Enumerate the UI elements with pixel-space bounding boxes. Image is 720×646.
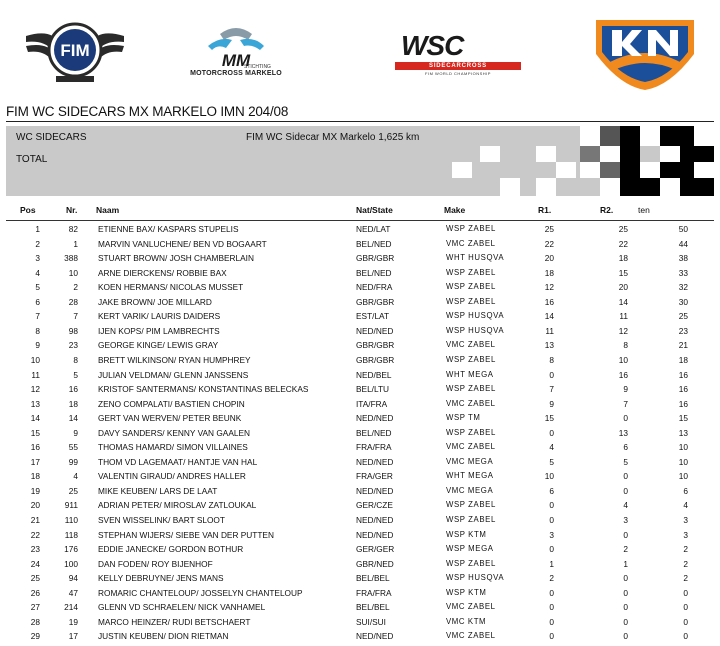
cell-r2: 0 (623, 529, 628, 540)
table-row (0, 397, 720, 412)
cell-r2: 8 (623, 340, 628, 351)
cell-make: WSP HUSQVA (446, 311, 505, 321)
cell-nr: 98 (68, 325, 78, 336)
cell-pos: 25 (30, 573, 40, 584)
cell-nat: NED/FRA (356, 282, 393, 293)
cell-nat: GBR/GBR (356, 253, 395, 264)
kn-logo (590, 14, 700, 92)
cell-pos: 18 (30, 471, 40, 482)
cell-nat: NED/BEL (356, 369, 392, 380)
header-name: Naam (96, 205, 120, 215)
cell-make: WHT HUSQVA (446, 253, 505, 263)
cell-nat: ITA/FRA (356, 398, 388, 409)
cell-tot: 3 (683, 515, 688, 525)
wsc-logo (395, 30, 525, 76)
cell-nr: 100 (64, 558, 78, 569)
cell-nr: 9 (73, 427, 78, 438)
wsc-logo-subtext: FIM WORLD CHAMPIONSHIP (425, 71, 491, 76)
cell-name: JUSTIN KEUBEN/ DION RIETMAN (98, 631, 229, 642)
cell-r2: 10 (618, 354, 628, 365)
cell-name: ROMARIC CHANTELOUP/ JOSSELYN CHANTELOUP (98, 587, 303, 598)
cell-pos: 11 (31, 369, 40, 380)
cell-nr: 1 (73, 238, 78, 249)
cell-r1: 4 (549, 442, 554, 453)
cell-name: EDDIE JANECKE/ GORDON BOTHUR (98, 544, 244, 555)
cell-make: VMC KTM (446, 616, 487, 626)
results-table-header (0, 205, 720, 219)
cell-name: STEPHAN WIJERS/ SIEBE VAN DER PUTTEN (98, 529, 274, 540)
cell-tot: 21 (678, 340, 688, 351)
cell-make: WSP ZABEL (446, 296, 496, 306)
cell-make: WSP ZABEL (446, 267, 496, 277)
classification-header-band (6, 126, 714, 196)
cell-tot: 18 (678, 354, 688, 365)
cell-r1: 0 (549, 602, 554, 613)
cell-pos: 9 (35, 340, 40, 351)
cell-name: MARVIN VANLUCHENE/ BEN VD BOGAART (98, 238, 267, 249)
cell-nat: GBR/GBR (356, 340, 395, 351)
cell-r1: 3 (549, 529, 554, 540)
race-class-label: WC SIDECARS (16, 132, 87, 143)
cell-r2: 0 (623, 616, 628, 627)
table-row (0, 571, 720, 586)
table-row (0, 469, 720, 484)
cell-pos: 15 (30, 427, 40, 438)
cell-pos: 8 (35, 325, 40, 336)
cell-tot: 10 (678, 442, 688, 453)
logo-strip (0, 0, 720, 100)
cell-name: VALENTIN GIRAUD/ ANDRES HALLER (98, 471, 246, 482)
cell-nr: 47 (68, 587, 78, 598)
cell-nat: GER/CZE (356, 500, 393, 511)
header-r1: R1. (538, 205, 552, 215)
header-make: Make (444, 205, 466, 215)
cell-nat: BEL/NED (356, 427, 392, 438)
cell-r2: 0 (623, 587, 628, 598)
cell-tot: 4 (683, 500, 688, 511)
cell-tot: 50 (678, 224, 688, 234)
cell-nat: GER/GER (356, 544, 395, 555)
cell-make: WSP ZABEL (446, 354, 496, 364)
cell-tot: 32 (678, 282, 688, 293)
cell-tot: 0 (683, 587, 688, 598)
table-row (0, 382, 720, 397)
cell-name: GLENN VD SCHRAELEN/ NICK VANHAMEL (98, 602, 266, 613)
cell-nat: NED/NED (356, 413, 394, 424)
cell-nr: 4 (73, 471, 78, 482)
cell-pos: 4 (35, 267, 40, 278)
table-row (0, 368, 720, 383)
cell-tot: 16 (678, 369, 688, 380)
cell-pos: 29 (30, 631, 40, 642)
cell-tot: 16 (678, 398, 688, 409)
wsc-logo-word: WSC (401, 30, 464, 61)
cell-nat: FRA/FRA (356, 587, 392, 598)
cell-name: KERT VARIK/ LAURIS DAIDERS (98, 311, 221, 322)
cell-tot: 2 (683, 573, 688, 584)
cell-r1: 11 (545, 325, 554, 336)
cell-r2: 16 (618, 369, 628, 380)
cell-r1: 0 (549, 616, 554, 627)
cell-nat: BEL/NED (356, 238, 392, 249)
cell-r1: 0 (549, 515, 554, 525)
table-row (0, 411, 720, 426)
table-row (0, 528, 720, 543)
cell-make: VMC ZABEL (446, 238, 496, 248)
cell-make: WSP ZABEL (446, 224, 496, 233)
cell-name: JAKE BROWN/ JOE MILLARD (98, 296, 212, 307)
cell-r2: 0 (623, 573, 628, 584)
cell-nr: 10 (68, 267, 78, 278)
cell-r2: 12 (618, 325, 628, 336)
cell-nat: BEL/NED (356, 267, 392, 278)
cell-r1: 6 (549, 485, 554, 496)
cell-name: GEORGE KINGE/ LEWIS GRAY (98, 340, 219, 351)
cell-nat: NED/NED (356, 529, 394, 540)
table-row (0, 295, 720, 310)
header-divider (6, 220, 714, 221)
cell-nat: GBR/NED (356, 558, 394, 569)
cell-r2: 0 (623, 631, 628, 642)
motocross-markelo-logo (190, 22, 282, 94)
cell-pos: 3 (35, 253, 40, 264)
cell-tot: 6 (683, 485, 688, 496)
cell-pos: 17 (30, 456, 40, 467)
cell-r1: 8 (549, 354, 554, 365)
cell-pos: 21 (30, 515, 40, 525)
event-title: FIM WC SIDECARS MX MARKELO IMN 204/08 (6, 104, 289, 119)
svg-text:MM: MM (221, 51, 251, 70)
cell-r1: 0 (549, 631, 554, 642)
cell-r1: 5 (549, 456, 554, 467)
table-row (0, 586, 720, 601)
cell-tot: 15 (678, 413, 688, 424)
table-row (0, 484, 720, 499)
header-nr: Nr. (66, 205, 78, 215)
table-row (0, 629, 720, 644)
cell-nat: EST/LAT (356, 311, 390, 322)
cell-pos: 13 (30, 398, 40, 409)
cell-make: WHT MEGA (446, 369, 494, 379)
cell-nr: 911 (64, 500, 78, 511)
cell-nat: NED/NED (356, 515, 394, 525)
table-row (0, 266, 720, 281)
cell-r1: 0 (549, 544, 554, 555)
cell-name: KRISTOF SANTERMANS/ KONSTANTINAS BELECKAS (98, 384, 309, 395)
cell-pos: 24 (30, 558, 40, 569)
cell-nat: NED/NED (356, 325, 394, 336)
table-row (0, 513, 720, 528)
cell-r2: 25 (618, 224, 628, 234)
cell-pos: 22 (30, 529, 40, 540)
cell-name: ADRIAN PETER/ MIROSLAV ZATLOUKAL (98, 500, 257, 511)
cell-make: WSP TM (446, 413, 481, 423)
cell-pos: 28 (30, 616, 40, 627)
cell-pos: 2 (35, 238, 40, 249)
cell-name: BRETT WILKINSON/ RYAN HUMPHREY (98, 354, 251, 365)
table-row (0, 324, 720, 339)
cell-r1: 12 (544, 282, 554, 293)
cell-name: KELLY DEBRUYNE/ JENS MANS (98, 573, 224, 584)
cell-r2: 13 (618, 427, 628, 438)
cell-nat: GBR/GBR (356, 296, 395, 307)
cell-make: WSP HUSQVA (446, 573, 505, 583)
cell-nat: FRA/GER (356, 471, 393, 482)
cell-make: WSP ZABEL (446, 384, 496, 394)
cell-r2: 0 (623, 471, 628, 482)
cell-nr: 25 (68, 485, 78, 496)
cell-nr: 8 (73, 354, 78, 365)
cell-pos: 10 (30, 354, 40, 365)
cell-r1: 0 (549, 369, 554, 380)
cell-make: VMC ZABEL (446, 631, 496, 641)
cell-name: THOM VD LAGEMAAT/ HANTJE VAN HAL (98, 456, 258, 467)
cell-tot: 38 (678, 253, 688, 264)
cell-name: GERT VAN WERVEN/ PETER BEUNK (98, 413, 242, 424)
cell-make: WSP ZABEL (446, 558, 496, 568)
cell-r1: 22 (544, 238, 554, 249)
cell-nr: 388 (64, 253, 78, 264)
cell-tot: 0 (683, 616, 688, 627)
cell-pos: 6 (35, 296, 40, 307)
cell-nat: BEL/BEL (356, 573, 390, 584)
cell-tot: 0 (683, 602, 688, 613)
cell-nat: NED/NED (356, 485, 394, 496)
cell-r2: 5 (623, 456, 628, 467)
cell-pos: 1 (35, 224, 40, 234)
mm-logo-small-text: STICHTING (244, 64, 271, 70)
cell-make: WSP MEGA (446, 544, 494, 554)
wsc-logo-bar-text: SIDECARCROSS (429, 63, 487, 69)
cell-pos: 7 (35, 311, 40, 322)
cell-name: MARCO HEINZER/ RUDI BETSCHAERT (98, 616, 251, 627)
cell-r2: 20 (618, 282, 628, 293)
cell-pos: 27 (30, 602, 40, 613)
cell-tot: 13 (678, 427, 688, 438)
cell-r2: 2 (623, 544, 628, 555)
title-divider (6, 121, 714, 122)
cell-nr: 214 (64, 602, 78, 613)
cell-r1: 16 (544, 296, 554, 307)
cell-r1: 20 (544, 253, 554, 264)
cell-tot: 16 (678, 384, 688, 395)
cell-nr: 14 (68, 413, 78, 424)
cell-r2: 15 (618, 267, 628, 278)
cell-make: WSP ZABEL (446, 515, 496, 524)
cell-name: ARNE DIERCKENS/ ROBBIE BAX (98, 267, 227, 278)
cell-make: VMC ZABEL (446, 340, 496, 350)
cell-r2: 22 (618, 238, 628, 249)
cell-pos: 20 (30, 500, 40, 511)
cell-nr: 118 (64, 529, 78, 540)
cell-r1: 15 (544, 413, 554, 424)
cell-pos: 16 (30, 442, 40, 453)
cell-r1: 9 (549, 398, 554, 409)
cell-r1: 10 (544, 471, 554, 482)
cell-make: WSP KTM (446, 587, 487, 597)
cell-tot: 10 (678, 471, 688, 482)
cell-name: IJEN KOPS/ PIM LAMBRECHTS (98, 325, 220, 336)
cell-make: VMC ZABEL (446, 602, 496, 612)
cell-make: WHT MEGA (446, 471, 494, 481)
cell-nr: 28 (68, 296, 78, 307)
cell-make: WSP ZABEL (446, 500, 496, 510)
cell-nr: 16 (68, 384, 78, 395)
cell-r1: 13 (544, 340, 554, 351)
cell-make: VMC MEGA (446, 485, 494, 495)
cell-r1: 18 (544, 267, 554, 278)
table-row (0, 309, 720, 324)
cell-nat: BEL/LTU (356, 384, 390, 395)
cell-make: VMC MEGA (446, 456, 494, 466)
cell-r2: 14 (618, 296, 628, 307)
cell-r1: 0 (549, 587, 554, 598)
cell-r2: 11 (619, 311, 628, 322)
cell-make: WSP ZABEL (446, 427, 496, 437)
cell-nat: SUI/SUI (356, 616, 386, 627)
table-row (0, 615, 720, 630)
table-row (0, 338, 720, 353)
cell-pos: 12 (30, 384, 40, 395)
cell-nat: FRA/FRA (356, 442, 392, 453)
table-row (0, 440, 720, 455)
cell-name: KOEN HERMANS/ NICOLAS MUSSET (98, 282, 244, 293)
cell-name: DAVY SANDERS/ KENNY VAN GAALEN (98, 427, 251, 438)
cell-pos: 5 (35, 282, 40, 293)
table-row (0, 237, 720, 252)
cell-nat: NED/LAT (356, 224, 391, 234)
cell-tot: 0 (683, 631, 688, 642)
cell-pos: 19 (30, 485, 40, 496)
cell-make: VMC ZABEL (446, 442, 496, 452)
cell-r1: 0 (549, 427, 554, 438)
table-row (0, 280, 720, 295)
race-name-label: FIM WC Sidecar MX Markelo 1,625 km (246, 132, 420, 143)
cell-r2: 9 (623, 384, 628, 395)
cell-nr: 94 (68, 573, 78, 584)
cell-pos: 14 (30, 413, 40, 424)
cell-nr: 110 (64, 515, 78, 525)
cell-r1: 7 (549, 384, 554, 395)
cell-nr: 19 (68, 616, 78, 627)
cell-nr: 176 (64, 544, 78, 555)
table-row (0, 557, 720, 572)
cell-tot: 2 (683, 558, 688, 569)
cell-tot: 3 (683, 529, 688, 540)
cell-make: WSP ZABEL (446, 282, 496, 292)
cell-r2: 6 (623, 442, 628, 453)
cell-name: DAN FODEN/ ROY BIJENHOF (98, 558, 213, 569)
cell-nr: 7 (73, 311, 78, 322)
cell-tot: 10 (678, 456, 688, 467)
cell-name: STUART BROWN/ JOSH CHAMBERLAIN (98, 253, 254, 264)
cell-r1: 0 (549, 500, 554, 511)
header-pos: Pos (20, 205, 36, 215)
cell-nr: 23 (68, 340, 78, 351)
cell-nat: NED/NED (356, 631, 394, 642)
cell-make: VMC ZABEL (446, 398, 496, 408)
cell-nat: NED/NED (356, 456, 394, 467)
cell-r1: 2 (549, 573, 554, 584)
cell-make: WSP HUSQVA (446, 325, 505, 335)
cell-tot: 44 (678, 238, 688, 249)
cell-r1: 25 (544, 224, 554, 234)
cell-name: MIKE KEUBEN/ LARS DE LAAT (98, 485, 218, 496)
cell-nr: 5 (73, 369, 78, 380)
table-row (0, 222, 720, 237)
table-row (0, 353, 720, 368)
cell-tot: 2 (683, 544, 688, 555)
header-r2: R2. (600, 205, 614, 215)
cell-nr: 17 (68, 631, 78, 642)
table-row (0, 600, 720, 615)
cell-pos: 26 (30, 587, 40, 598)
cell-name: SVEN WISSELINK/ BART SLOOT (98, 515, 225, 525)
cell-nr: 2 (73, 282, 78, 293)
cell-nat: BEL/BEL (356, 602, 390, 613)
cell-name: ZENO COMPALATI/ BASTIEN CHOPIN (98, 398, 245, 409)
cell-tot: 23 (678, 325, 688, 336)
cell-name: ETIENNE BAX/ KASPARS STUPELIS (98, 224, 239, 234)
table-row (0, 455, 720, 470)
cell-r2: 0 (623, 602, 628, 613)
cell-r2: 7 (623, 398, 628, 409)
cell-nat: GBR/GBR (356, 354, 395, 365)
cell-r2: 0 (623, 413, 628, 424)
cell-name: JULIAN VELDMAN/ GLENN JANSSENS (98, 369, 249, 380)
cell-nr: 18 (68, 398, 78, 409)
header-total: ten (638, 205, 650, 215)
cell-make: WSP KTM (446, 529, 487, 539)
cell-r2: 0 (623, 485, 628, 496)
table-row (0, 426, 720, 441)
total-label: TOTAL (16, 154, 48, 165)
cell-tot: 25 (678, 311, 688, 322)
table-row (0, 251, 720, 266)
cell-r2: 18 (618, 253, 628, 264)
cell-tot: 30 (678, 296, 688, 307)
cell-nr: 82 (68, 224, 78, 234)
cell-pos: 23 (30, 544, 40, 555)
header-nat: Nat/State (356, 205, 393, 215)
mm-logo-text: MOTORCROSS MARKELO (190, 70, 282, 77)
fim-logo-text: FIM (60, 41, 90, 60)
cell-r1: 14 (544, 311, 554, 322)
cell-r2: 4 (623, 500, 628, 511)
fim-logo (22, 14, 128, 90)
cell-nr: 99 (68, 456, 78, 467)
table-row (0, 542, 720, 557)
cell-r2: 3 (623, 515, 628, 525)
cell-r2: 1 (623, 558, 628, 569)
cell-nr: 55 (68, 442, 78, 453)
cell-name: THOMAS HAMARD/ SIMON VILLAINES (98, 442, 248, 453)
cell-r1: 1 (549, 558, 554, 569)
cell-tot: 33 (678, 267, 688, 278)
table-row (0, 498, 720, 513)
